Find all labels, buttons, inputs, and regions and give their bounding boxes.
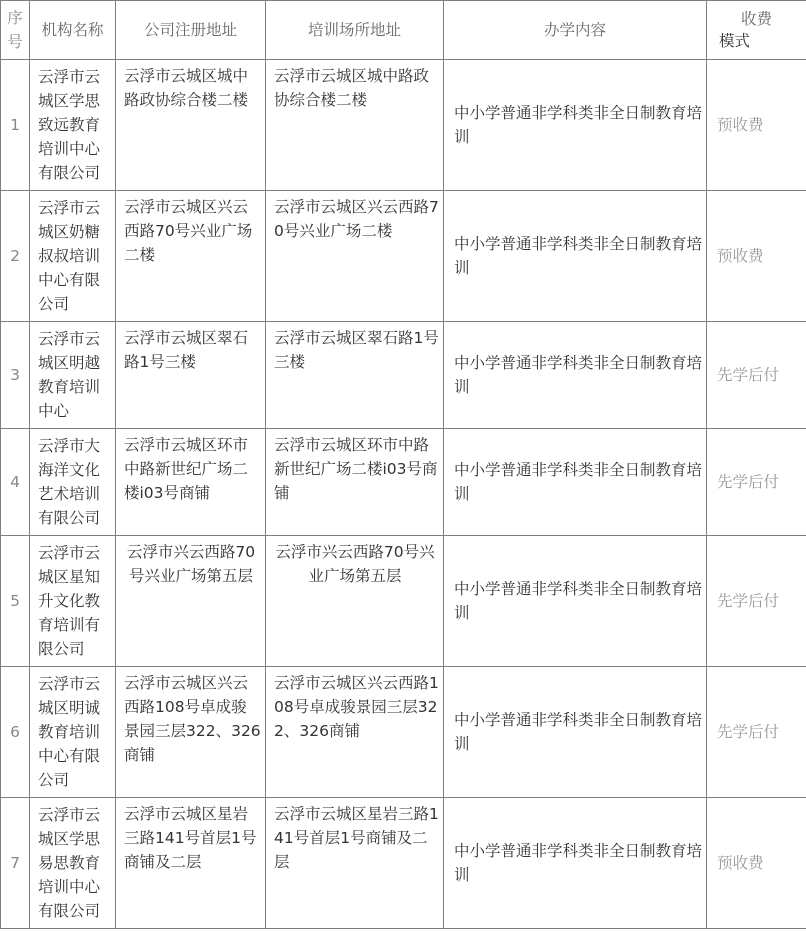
row-reg-addr: 云浮市云城区兴云西路108号卓成骏景园三层322、326商铺	[116, 667, 266, 798]
row-content: 中小学普通非学科类非全日制教育培训	[444, 322, 707, 429]
row-content: 中小学普通非学科类非全日制教育培训	[444, 429, 707, 536]
row-no: 2	[1, 191, 30, 322]
header-fee	[707, 1, 806, 60]
row-content: 中小学普通非学科类非全日制教育培训	[444, 798, 707, 929]
row-fee: 先学后付	[707, 322, 806, 429]
row-content: 中小学普通非学科类非全日制教育培训	[444, 667, 707, 798]
row-train-addr: 云浮市云城区城中路政协综合楼二楼	[266, 60, 444, 191]
table-row	[1, 191, 806, 322]
table-row	[1, 60, 806, 191]
row-train-addr: 云浮市兴云西路70号兴业广场第五层	[266, 536, 444, 667]
header-name: 机构名称	[30, 1, 116, 60]
row-content: 中小学普通非学科类非全日制教育培训	[444, 191, 707, 322]
row-no: 6	[1, 667, 30, 798]
row-no: 1	[1, 60, 30, 191]
row-fee: 预收费	[707, 191, 806, 322]
row-name: 云浮市云城区明越教育培训中心	[30, 322, 116, 429]
row-reg-addr: 云浮市云城区城中路政协综合楼二楼	[116, 60, 266, 191]
header-reg-addr: 公司注册地址	[116, 1, 266, 60]
row-fee: 先学后付	[707, 667, 806, 798]
table-row	[1, 429, 806, 536]
row-train-addr: 云浮市云城区翠石路1号三楼	[266, 322, 444, 429]
row-reg-addr: 云浮市云城区兴云西路70号兴业广场二楼	[116, 191, 266, 322]
row-name: 云浮市云城区星知升文化教育培训有限公司	[30, 536, 116, 667]
row-content: 中小学普通非学科类非全日制教育培训	[444, 536, 707, 667]
table-row	[1, 536, 806, 667]
row-fee: 预收费	[707, 60, 806, 191]
row-reg-addr: 云浮市云城区环市中路新世纪广场二楼i03号商铺	[116, 429, 266, 536]
row-name: 云浮市云城区学思致远教育培训中心有限公司	[30, 60, 116, 191]
row-fee: 先学后付	[707, 429, 806, 536]
row-content: 中小学普通非学科类非全日制教育培训	[444, 60, 707, 191]
table-row	[1, 322, 806, 429]
row-name: 云浮市云城区明诚教育培训中心有限公司	[30, 667, 116, 798]
row-no: 4	[1, 429, 30, 536]
row-train-addr: 云浮市云城区环市中路新世纪广场二楼i03号商铺	[266, 429, 444, 536]
header-no: 序号	[1, 1, 30, 60]
row-reg-addr: 云浮市兴云西路70号兴业广场第五层	[116, 536, 266, 667]
row-no: 7	[1, 798, 30, 929]
row-train-addr: 云浮市云城区兴云西路70号兴业广场二楼	[266, 191, 444, 322]
header-fee-line2: 模式	[719, 32, 751, 50]
row-train-addr: 云浮市云城区星岩三路141号首层1号商铺及二层	[266, 798, 444, 929]
row-no: 5	[1, 536, 30, 667]
table-header-row	[1, 1, 806, 60]
row-fee: 预收费	[707, 798, 806, 929]
row-reg-addr: 云浮市云城区星岩三路141号首层1号商铺及二层	[116, 798, 266, 929]
row-fee: 先学后付	[707, 536, 806, 667]
table-row	[1, 798, 806, 929]
header-fee-line1: 收费	[740, 10, 772, 28]
row-no: 3	[1, 322, 30, 429]
row-name: 云浮市云城区学思易思教育培训中心有限公司	[30, 798, 116, 929]
row-name: 云浮市大海洋文化艺术培训有限公司	[30, 429, 116, 536]
row-name: 云浮市云城区奶糖叔叔培训中心有限公司	[30, 191, 116, 322]
table-row	[1, 667, 806, 798]
header-train-addr: 培训场所地址	[266, 1, 444, 60]
row-reg-addr: 云浮市云城区翠石路1号三楼	[116, 322, 266, 429]
row-train-addr: 云浮市云城区兴云西路108号卓成骏景园三层322、326商铺	[266, 667, 444, 798]
header-content: 办学内容	[444, 1, 707, 60]
